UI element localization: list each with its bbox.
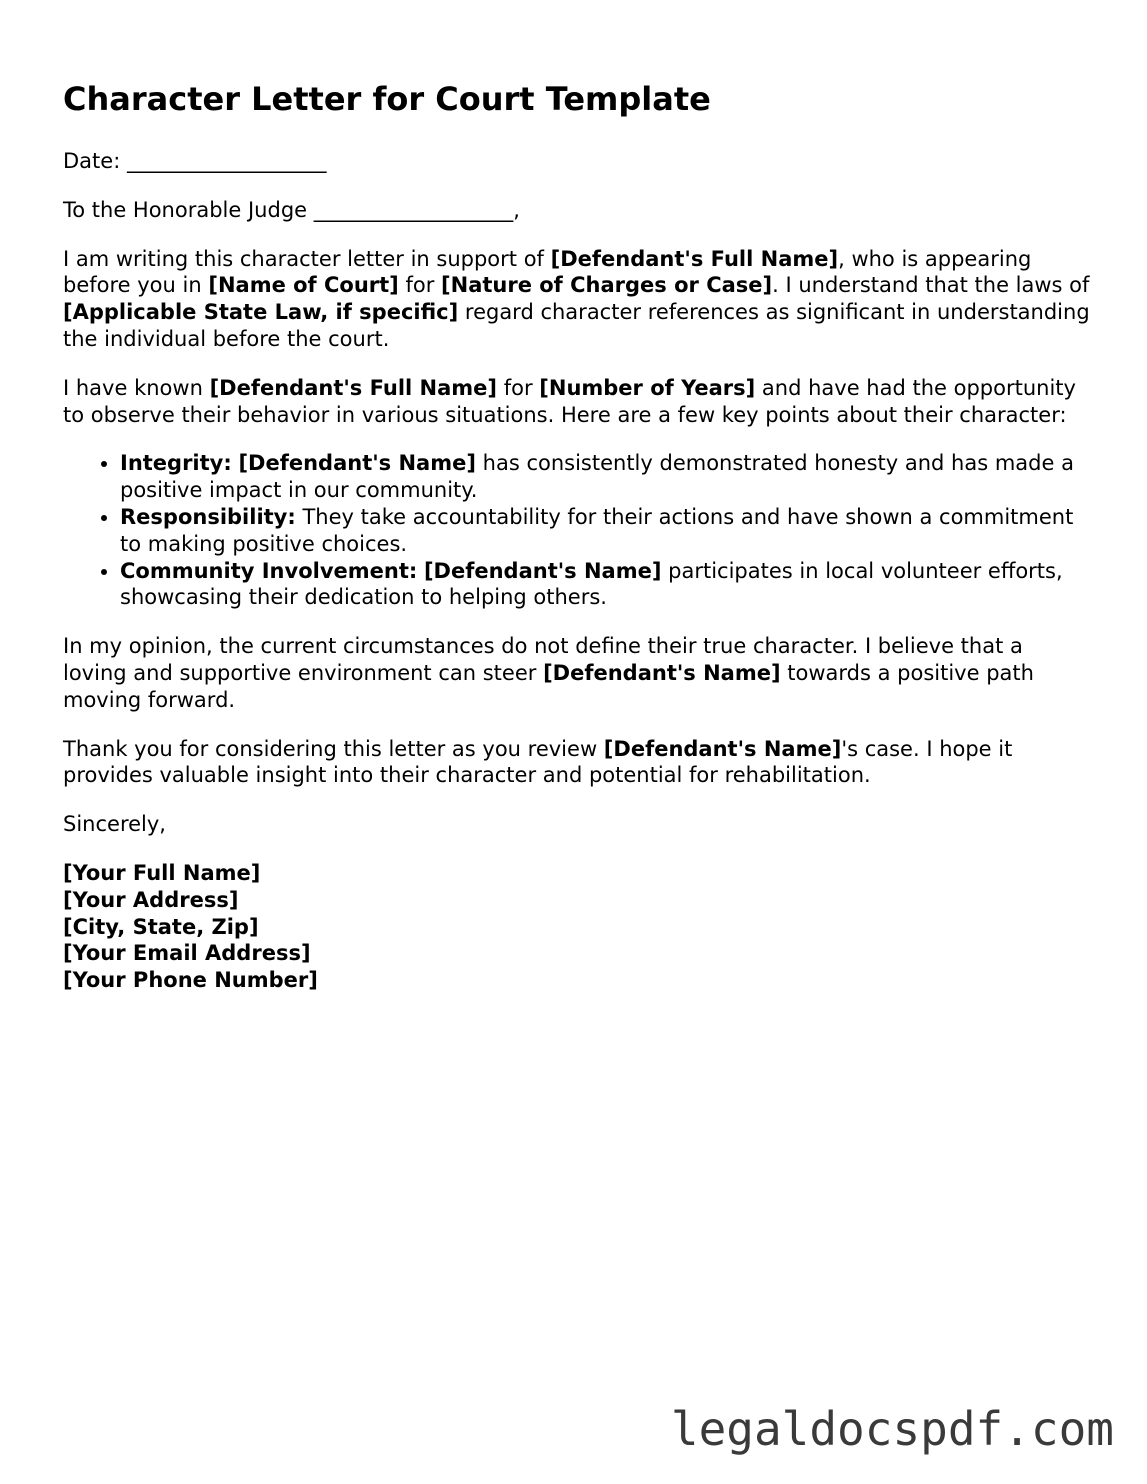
point-text: participates in local volunteer efforts, showcasing their dedication to helping others. [120,558,1063,610]
text-run: for [497,375,540,400]
page-title: Character Letter for Court Template [63,80,711,118]
closing: Sincerely, [63,812,166,837]
point-text: They take accountability for their actions and have shown a commitment to making positive choices. [120,504,1074,556]
defendant-name-placeholder: [Defendant's Name] [423,558,662,583]
signature-block [63,860,1093,994]
text-run: . I understand that the laws of [772,273,1090,298]
watermark: legaldocspdf.com [670,1402,1114,1456]
defendant-full-name-placeholder: [Defendant's Full Name] [550,246,839,271]
text-run: and have had the opportunity to observe their behavior in various situations. Here are a few key points about their character: [63,375,1076,427]
list-item [120,558,1093,612]
text-run: Thank you for considering this letter as you review [63,736,604,761]
text-run: , who is appearing before you in [63,246,1032,298]
text-run: I have known [63,375,210,400]
text-run: regard character references as significant in understanding the individual before the court. [63,300,1090,351]
charges-placeholder: [Nature of Charges or Case] [441,273,773,298]
signature-email: [Your Email Address] [63,941,311,966]
defendant-full-name-placeholder: [Defendant's Full Name] [209,375,498,400]
character-points-list [63,450,1093,611]
signature-full-name: [Your Full Name] [63,860,261,885]
defendant-name-placeholder: [Defendant's Name] [603,736,842,761]
years-placeholder: [Number of Years] [539,375,756,400]
list-item [120,504,1093,558]
thanks-paragraph [63,736,1093,790]
text-run: for [398,273,442,298]
text-run: 's case. I hope it provides valuable insight into their character and potential for rehabilitation. [63,736,1013,788]
point-label: Responsibility: [120,504,296,529]
opinion-paragraph [63,633,1093,713]
letter-page [63,78,1093,1016]
text-run: I am writing this character letter in support of [63,246,551,271]
signature-phone: [Your Phone Number] [63,968,318,993]
salutation-text: To the Honorable Judge [63,197,308,222]
intro-paragraph [63,246,1093,353]
list-item [120,450,1093,504]
court-name-placeholder: [Name of Court] [208,273,399,298]
point-label: Community Involvement: [120,558,418,583]
text-run: towards a positive path moving forward. [63,660,1034,712]
defendant-name-placeholder: [Defendant's Name] [238,451,476,476]
salutation-suffix: , [513,197,520,222]
point-text: has consistently demonstrated honesty and has made a positive impact in our community. [120,451,1074,503]
defendant-name-placeholder: [Defendant's Name] [543,660,781,685]
date-blank: ___________________ [126,149,327,173]
signature-city-state-zip: [City, State, Zip] [63,914,259,939]
point-label: Integrity: [120,451,232,476]
signature-address: [Your Address] [63,887,239,912]
state-law-placeholder: [Applicable State Law, if specific] [63,300,459,325]
text-run: In my opinion, the current circumstances do not define their true character. I believe that a loving and supportive environment can steer [63,634,1023,685]
relationship-paragraph [63,375,1093,429]
salutation [63,197,1093,224]
date-label: Date: [63,149,121,173]
date-line [63,148,1093,175]
judge-name-blank: ___________________ [313,197,514,222]
